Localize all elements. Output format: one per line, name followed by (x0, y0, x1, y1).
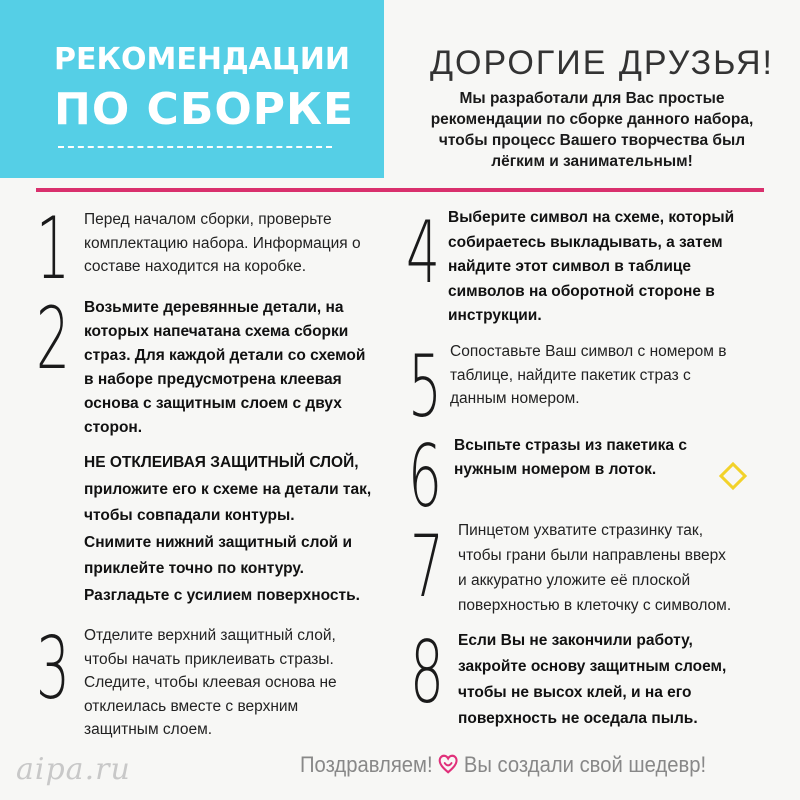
step-line: Возьмите деревянные детали, на (84, 299, 344, 316)
step-text (458, 628, 800, 732)
step-line: основа с защитным слоем с двух (84, 395, 342, 412)
step-line: Отделите верхний защитный слой, (84, 627, 336, 644)
greeting-text (404, 88, 780, 172)
step-line: страз. Для каждой детали со схемой (84, 347, 366, 364)
step-line: в наборе предусмотрена клеевая (84, 371, 342, 388)
step-number: 1 (36, 199, 70, 299)
step-line: чтобы не высох клей, и на его (458, 684, 692, 701)
step-2-warning (84, 450, 424, 609)
step-line: комплектацию набора. Информация о (84, 234, 361, 252)
step-line: которых напечатана схема сборки (84, 323, 349, 340)
step-line: Если Вы не закончили работу, (458, 632, 693, 649)
step-text (458, 518, 800, 618)
greeting-line: лёгким и занимательным! (491, 153, 693, 170)
step-text (84, 624, 424, 742)
step-line: поверхность не оседала пыль. (458, 710, 698, 727)
step-line: данным номером. (450, 390, 580, 407)
step-line: поверхностью в клеточку с символом. (458, 597, 732, 614)
step-line: Следите, чтобы клеевая основа не (84, 674, 337, 691)
step-text (454, 434, 754, 482)
step-line: и аккуратно уложите её плоской (458, 572, 691, 589)
step-line: чтобы грани были направлены вверх (458, 547, 726, 564)
footer-message (300, 752, 706, 778)
step-line: Пинцетом ухватите стразинку так, (458, 522, 704, 539)
step-line: отклеилась вместе с верхним (84, 697, 299, 715)
step-line: сторон. (84, 419, 143, 436)
step-line: чтобы начать приклеивать стразы. (84, 650, 334, 668)
watermark: aipa.ru (16, 752, 131, 787)
step-number: 7 (410, 517, 444, 617)
step-line: Перед началом сборки, проверьте (84, 211, 332, 228)
step-line: Снимите нижний защитный слой и (84, 533, 353, 551)
step-line: приложите его к схеме на детали так, (84, 480, 372, 498)
title-banner (0, 0, 384, 178)
banner-title-line1: РЕКОМЕНДАЦИИ (54, 42, 350, 77)
footer-congrats: Поздравляем! (300, 752, 433, 777)
step-number: 8 (410, 623, 444, 723)
footer-masterpiece: Вы создали свой шедевр! (463, 752, 707, 777)
step-number: 4 (406, 203, 440, 303)
step-line: собираетесь выкладывать, а затем (448, 233, 723, 251)
step-line: приклейте точно по контуру. (84, 560, 304, 577)
step-line: составе находится на коробке. (84, 258, 307, 275)
step-line: нужным номером в лоток. (454, 461, 657, 478)
step-line: Сопоставьте Ваш символ с номером в (450, 343, 727, 360)
step-line: НЕ ОТКЛЕИВАЯ ЗАЩИТНЫЙ СЛОЙ, (84, 454, 359, 471)
step-text (84, 296, 424, 440)
step-number: 5 (408, 337, 442, 437)
step-number: 6 (408, 427, 442, 527)
banner-title-line2: ПО СБОРКЕ (54, 84, 355, 135)
step-text (84, 208, 414, 279)
step-text (450, 340, 800, 411)
step-line: Разгладьте с усилием поверхность. (84, 586, 360, 604)
step-line: символов на оборотной стороне в (448, 282, 715, 300)
section-divider (36, 188, 764, 192)
greeting-title: ДОРОГИЕ ДРУЗЬЯ! (430, 44, 774, 82)
step-line: инструкции. (448, 307, 542, 324)
step-line: Выберите символ на схеме, который (448, 209, 735, 226)
step-line: Всыпьте стразы из пакетика с (454, 437, 687, 454)
greeting-line: рекомендации по сборке данного набора, (430, 111, 754, 128)
step-line: чтобы совпадали контуры. (84, 507, 295, 524)
greeting-line: Мы разработали для Вас простые (459, 90, 725, 107)
step-line: закройте основу защитным слоем, (458, 658, 727, 675)
step-text (448, 206, 798, 329)
step-number: 2 (36, 289, 70, 389)
greeting-line: чтобы процесс Вашего творчества был (438, 132, 746, 149)
step-line: защитным слоем. (84, 721, 213, 738)
heart-smile-icon (438, 753, 458, 775)
step-number: 3 (36, 619, 70, 719)
step-line: найдите этот символ в таблице (448, 258, 692, 275)
step-line: таблице, найдите пакетик страз с (450, 366, 691, 384)
stitch-line (58, 146, 332, 148)
